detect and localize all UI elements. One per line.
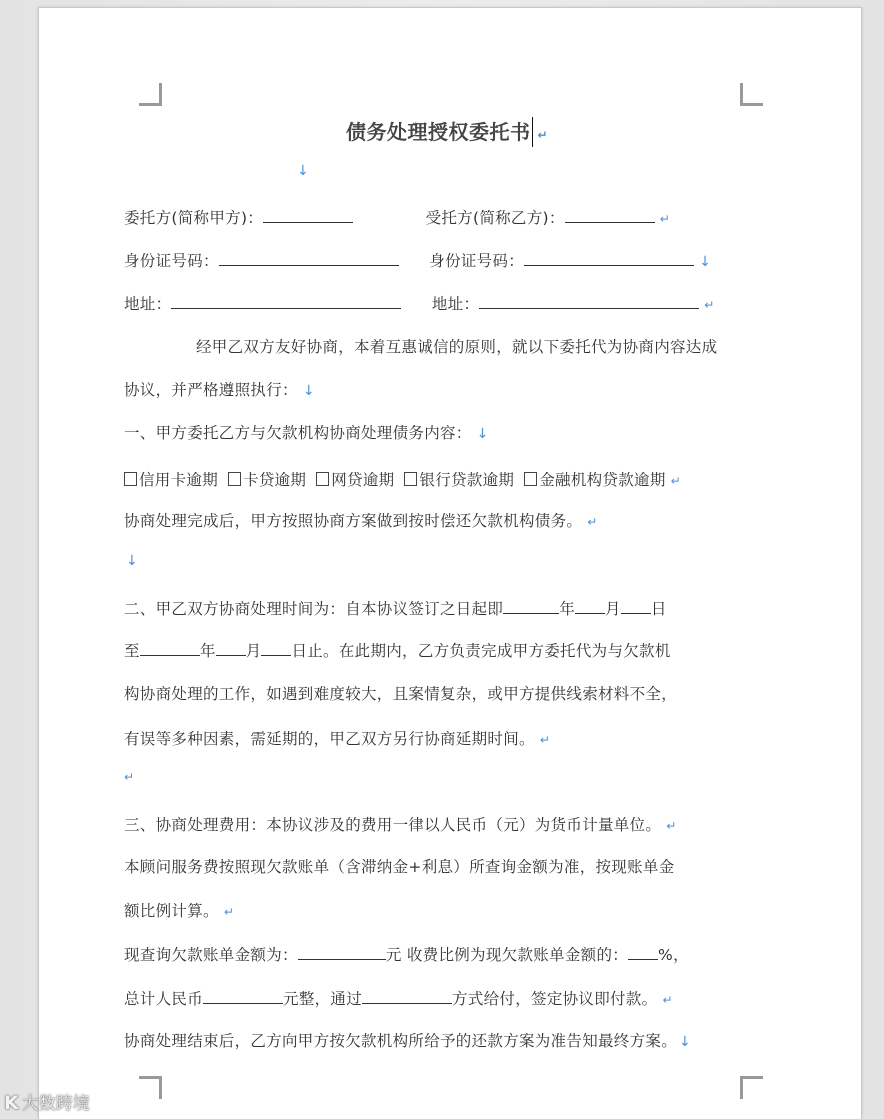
fee-line: 现查询欠款账单金额为： 元 收费比例为现欠款账单金额的： %，: [124, 946, 689, 964]
text-cursor: [532, 117, 533, 147]
start-month-blank[interactable]: [575, 599, 605, 614]
end-month-blank[interactable]: [216, 641, 246, 656]
paragraph-mark-icon: ↵: [662, 993, 673, 1007]
option-online-loan[interactable]: 网贷逾期: [316, 471, 394, 489]
empty-line: [124, 551, 138, 569]
crop-mark-bottom-left: [139, 1076, 162, 1099]
paragraph-mark-icon: ↵: [539, 733, 551, 747]
section2-line3: 构协商处理的工作，如遇到难度较大，且案情复杂，或甲方提供线索材料不全，: [124, 685, 678, 703]
watermark: [4, 1089, 90, 1114]
line-break-icon: ↓: [679, 1034, 692, 1050]
party-b-blank[interactable]: [565, 208, 655, 223]
start-year-blank[interactable]: [503, 599, 559, 614]
intro-line-2: 协议，并严格遵照执行： ↓: [124, 381, 315, 399]
watermark-text: 大数跨境: [21, 1094, 90, 1114]
line-break-icon: ↓: [476, 426, 489, 442]
end-day-blank[interactable]: [261, 641, 291, 656]
intro-line-1: 经甲乙双方友好协商，本着互惠诚信的原则，就以下委托代为协商内容达成: [196, 338, 718, 356]
id-a-blank[interactable]: [219, 251, 399, 266]
paragraph-mark-icon: ↵: [704, 298, 715, 312]
checkbox-icon[interactable]: [124, 472, 137, 486]
debt-type-options: [124, 468, 681, 490]
crop-mark-top-right: [740, 83, 763, 106]
document-title[interactable]: 债务处理授权委托书 ↵: [346, 116, 548, 147]
end-year-blank[interactable]: [140, 641, 200, 656]
address-b-blank[interactable]: [479, 294, 699, 309]
party-b-label: 受托方(简称乙方)：: [425, 209, 565, 227]
paragraph-mark-icon: ↵: [537, 128, 549, 142]
section1-heading: 一、甲方委托乙方与欠款机构协商处理债务内容： ↓: [124, 424, 489, 442]
option-bank-loan[interactable]: 银行贷款逾期: [404, 471, 514, 489]
line-break-icon: ↓: [297, 163, 310, 179]
paragraph-mark-icon: ↵: [587, 515, 598, 529]
line-break-icon: ↓: [126, 553, 139, 569]
paragraph-mark-icon: ↵: [666, 819, 677, 833]
total-line: 总计人民币 元整，通过 方式给付，签定协议即付款。 ↵: [124, 990, 673, 1008]
address-line[interactable]: [124, 292, 715, 314]
paragraph-mark-icon: ↵: [223, 905, 235, 919]
id-line[interactable]: [124, 249, 711, 271]
checkbox-icon[interactable]: [404, 472, 417, 486]
crop-mark-top-left: [139, 83, 162, 106]
address-label-b: 地址：: [431, 295, 480, 313]
payment-method-blank[interactable]: [362, 989, 452, 1004]
paragraph-mark-icon: ↵: [670, 474, 681, 488]
id-label-b: 身份证号码：: [429, 252, 525, 270]
option-credit-card[interactable]: 信用卡逾期: [124, 471, 218, 489]
section2-line1: 二、甲乙双方协商处理时间为：自本协议签订之日起即 年 月 日: [124, 600, 667, 618]
section3-line3: 额比例计算。 ↵: [124, 902, 235, 920]
party-a-label: 委托方(简称甲方)：: [124, 209, 264, 227]
watermark-logo: K: [4, 1092, 19, 1114]
crop-mark-bottom-right: [740, 1076, 763, 1099]
address-label-a: 地址：: [124, 295, 172, 313]
checkbox-icon[interactable]: [524, 472, 537, 486]
option-institution-loan[interactable]: 金融机构贷款逾期: [524, 471, 665, 489]
section3-line2: 本顾问服务费按照现欠款账单（含滞纳金+利息）所查询金额为准，按现账单金: [124, 858, 675, 876]
id-label-a: 身份证号码：: [124, 252, 219, 270]
empty-line: [292, 161, 309, 179]
section2-line2: 至 年 月 日止。在此期内，乙方负责完成甲方委托代为与欠款机: [124, 642, 671, 660]
line-break-icon: ↓: [302, 383, 315, 399]
paragraph-mark-icon: ↵: [124, 770, 135, 784]
total-amount-blank[interactable]: [203, 989, 283, 1004]
party-a-blank[interactable]: [263, 208, 353, 223]
empty-line: [124, 767, 134, 785]
bill-amount-blank[interactable]: [298, 945, 386, 960]
option-card-loan[interactable]: 卡贷逾期: [228, 471, 306, 489]
fee-rate-blank[interactable]: [628, 945, 658, 960]
address-a-blank[interactable]: [171, 294, 401, 309]
section1-after: 协商处理完成后，甲方按照协商方案做到按时偿还欠款机构债务。 ↵: [124, 512, 598, 530]
id-b-blank[interactable]: [524, 251, 694, 266]
checkbox-icon[interactable]: [228, 472, 241, 486]
section3-line1: 三、协商处理费用：本协议涉及的费用一律以人民币（元）为货币计量单位。 ↵: [124, 816, 677, 834]
checkbox-icon[interactable]: [316, 472, 329, 486]
party-line[interactable]: [124, 206, 670, 228]
final-line: 协商处理结束后，乙方向甲方按欠款机构所给予的还款方案为准告知最终方案。 ↓: [124, 1032, 692, 1050]
start-day-blank[interactable]: [621, 599, 651, 614]
paragraph-mark-icon: ↵: [659, 212, 671, 226]
section2-line4: 有误等多种因素，需延期的，甲乙双方另行协商延期时间。 ↵: [124, 730, 551, 748]
line-break-icon: ↓: [699, 254, 712, 270]
